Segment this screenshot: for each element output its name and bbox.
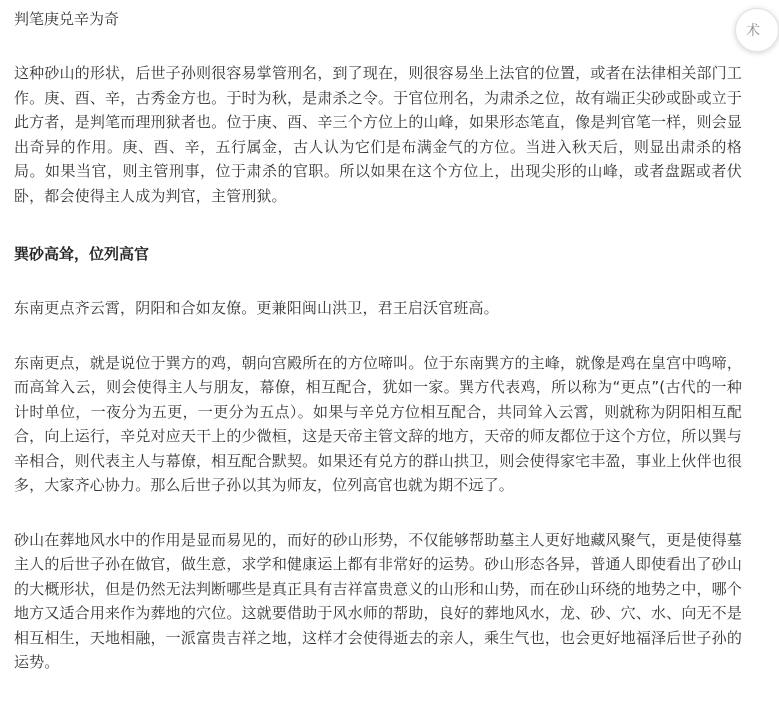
floating-button-label: 术: [746, 23, 760, 39]
article-top-line: 判笔庚兑辛为奇: [14, 10, 120, 28]
paragraph-3: 东南更点，就是说位于巽方的鸡，朝向宫殿所在的方位啼叫。位于东南巽方的主峰，就像是鸡在皇宫中鸣啼，而高耸入云，则会使得主人与朋友，幕僚，相互配合，犹如一家。巽方代表鸡，所以称为“更点”(古代的一种计时单位，一夜分为五更，一更分为五点）。如果与辛兑方位相互配合，共同耸入云霄，则就称为阴阳相互配合，向上运行，辛兑对应天干上的少微桓，这是天帝主管文辞的地方，天帝的师友都位于这个方位，所以巽与辛相合，则代表主人与幕僚，相互配合默契。如果还有兑方的群山拱卫，则会使得家宅丰盈，事业上伙伴也很多，大家齐心协力。那么后世子孙以其为师友，位列高官也就为期不远了。: [14, 353, 742, 494]
paragraph-4: 砂山在葬地风水中的作用是显而易见的，而好的砂山形势，不仅能够帮助墓主人更好地藏风聚气，更是使得墓主人的后世子孙在做官，做生意，求学和健康运上都有非常好的运势。砂山形态各异，普通人即使看出了砂山的大概形状，但是仍然无法判断哪些是真正具有吉祥富贵意义的山形和山势，而在砂山环绕的地势之中，哪个地方又适合用来作为葬地的穴位。这就要借助于风水师的帮助，良好的葬地风水，龙、砂、穴、水、向无不是相互相生，天地相融，一派富贵吉祥之地，这样才会使得逝去的亲人，乘生气也，也会更好地福泽后世子孙的运势。: [14, 530, 742, 671]
paragraph-2: 东南更点齐云霄，阴阳和合如友僚。更兼阳闽山洪卫，君王启沃官班高。: [14, 299, 499, 317]
article-body: [14, 0, 742, 675]
paragraph-1: 这种砂山的形状，后世子孙则很容易掌管刑名，到了现在，则很容易坐上法官的位置，或者在法律相关部门工作。庚、酉、辛，古秀金方也。于时为秋，是肃杀之令。于官位刑名，为肃杀之位，故有端正尖砂或卧或立于此方者，是判笔而理刑狱者也。位于庚、酉、辛三个方位上的山峰，如果形态笔直，像是判官笔一样，则会显出奇异的作用。庚、酉、辛，五行属金，古人认为它们是布满金气的方位。当进入秋天后，则显出肃杀的格局。如果当官，则主管刑事，位于肃杀的官职。所以如果在这个方位上，出现尖形的山峰，或者盘踞或者伏卧，都会使得主人成为判官，主管刑狱。: [14, 64, 742, 205]
section-heading: 巽砂高耸，位列高官: [14, 245, 150, 263]
floating-action-button[interactable]: [735, 8, 779, 52]
